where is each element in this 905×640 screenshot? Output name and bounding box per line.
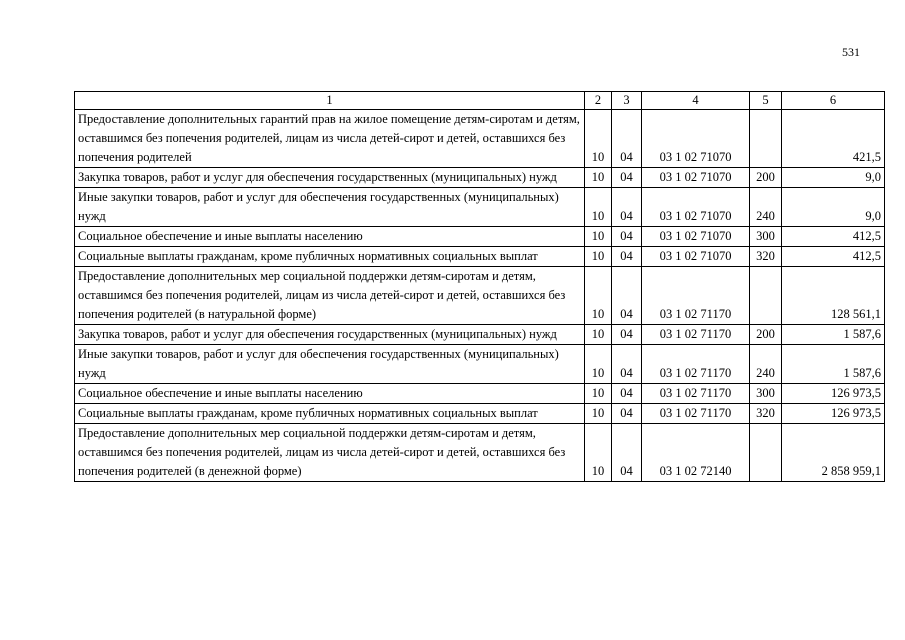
row-target-article: 03 1 02 71170 [642,325,750,345]
row-section: 10 [585,110,612,168]
row-amount: 126 973,5 [782,404,885,424]
row-amount: 2 858 959,1 [782,424,885,482]
row-subsection: 04 [612,325,642,345]
row-expense-type: 200 [750,325,782,345]
row-target-article: 03 1 02 71070 [642,227,750,247]
table-row [75,325,885,345]
page-number: 531 [842,45,860,59]
table-row [75,267,885,325]
row-expense-type: 320 [750,247,782,267]
row-amount: 421,5 [782,110,885,168]
row-name: Предоставление дополнительных мер социальной поддержки детям-сиротам и детям, оставшимся без попечения родителей, лицам из числа детей-сирот и детей, оставшихся без попечения родителей (в денежной форме) [75,424,585,482]
row-name: Социальные выплаты гражданам, кроме публичных нормативных социальных выплат [75,247,585,267]
row-name: Предоставление дополнительных гарантий прав на жилое помещение детям-сиротам и детям, оставшимся без попечения родителей, лицам из числа детей-сирот и детей, оставшихся без попечения родителей [75,110,585,168]
row-amount: 1 587,6 [782,325,885,345]
row-expense-type: 320 [750,404,782,424]
table-row [75,227,885,247]
row-subsection: 04 [612,188,642,227]
row-section: 10 [585,384,612,404]
table-row [75,168,885,188]
row-section: 10 [585,227,612,247]
row-amount: 1 587,6 [782,345,885,384]
row-expense-type: 240 [750,188,782,227]
row-target-article: 03 1 02 71170 [642,404,750,424]
row-expense-type: 240 [750,345,782,384]
row-subsection: 04 [612,424,642,482]
row-name: Предоставление дополнительных мер социальной поддержки детям-сиротам и детям, оставшимся без попечения родителей, лицам из числа детей-сирот и детей, оставшихся без попечения родителей (в натуральной форме) [75,267,585,325]
row-amount: 128 561,1 [782,267,885,325]
row-subsection: 04 [612,227,642,247]
table-row [75,110,885,168]
row-expense-type: 300 [750,384,782,404]
table-row [75,384,885,404]
header-col-2: 2 [585,92,612,110]
row-name: Закупка товаров, работ и услуг для обеспечения государственных (муниципальных) нужд [75,325,585,345]
row-subsection: 04 [612,384,642,404]
row-name: Закупка товаров, работ и услуг для обеспечения государственных (муниципальных) нужд [75,168,585,188]
row-expense-type [750,110,782,168]
row-name: Социальное обеспечение и иные выплаты населению [75,384,585,404]
header-col-4: 4 [642,92,750,110]
row-section: 10 [585,168,612,188]
row-name: Социальные выплаты гражданам, кроме публичных нормативных социальных выплат [75,404,585,424]
row-section: 10 [585,424,612,482]
row-section: 10 [585,325,612,345]
row-expense-type: 300 [750,227,782,247]
row-subsection: 04 [612,267,642,325]
row-target-article: 03 1 02 71070 [642,188,750,227]
row-expense-type [750,424,782,482]
row-subsection: 04 [612,404,642,424]
row-target-article: 03 1 02 71170 [642,267,750,325]
row-name: Иные закупки товаров, работ и услуг для обеспечения государственных (муниципальных) нужд [75,345,585,384]
row-amount: 9,0 [782,188,885,227]
row-subsection: 04 [612,168,642,188]
header-row [75,92,885,110]
row-section: 10 [585,345,612,384]
row-target-article: 03 1 02 71170 [642,345,750,384]
row-section: 10 [585,188,612,227]
header-col-6: 6 [782,92,885,110]
table-row [75,247,885,267]
header-col-3: 3 [612,92,642,110]
row-name: Иные закупки товаров, работ и услуг для обеспечения государственных (муниципальных) нужд [75,188,585,227]
row-subsection: 04 [612,110,642,168]
row-target-article: 03 1 02 72140 [642,424,750,482]
row-section: 10 [585,267,612,325]
row-section: 10 [585,247,612,267]
row-subsection: 04 [612,345,642,384]
row-amount: 412,5 [782,247,885,267]
row-target-article: 03 1 02 71070 [642,110,750,168]
row-subsection: 04 [612,247,642,267]
budget-table [74,91,885,482]
row-expense-type: 200 [750,168,782,188]
row-expense-type [750,267,782,325]
row-amount: 9,0 [782,168,885,188]
row-amount: 412,5 [782,227,885,247]
row-amount: 126 973,5 [782,384,885,404]
row-section: 10 [585,404,612,424]
row-target-article: 03 1 02 71170 [642,384,750,404]
row-target-article: 03 1 02 71070 [642,247,750,267]
table-row [75,345,885,384]
table-row [75,404,885,424]
header-col-5: 5 [750,92,782,110]
row-name: Социальное обеспечение и иные выплаты населению [75,227,585,247]
row-target-article: 03 1 02 71070 [642,168,750,188]
header-col-1: 1 [75,92,585,110]
table-row [75,424,885,482]
table-row [75,188,885,227]
